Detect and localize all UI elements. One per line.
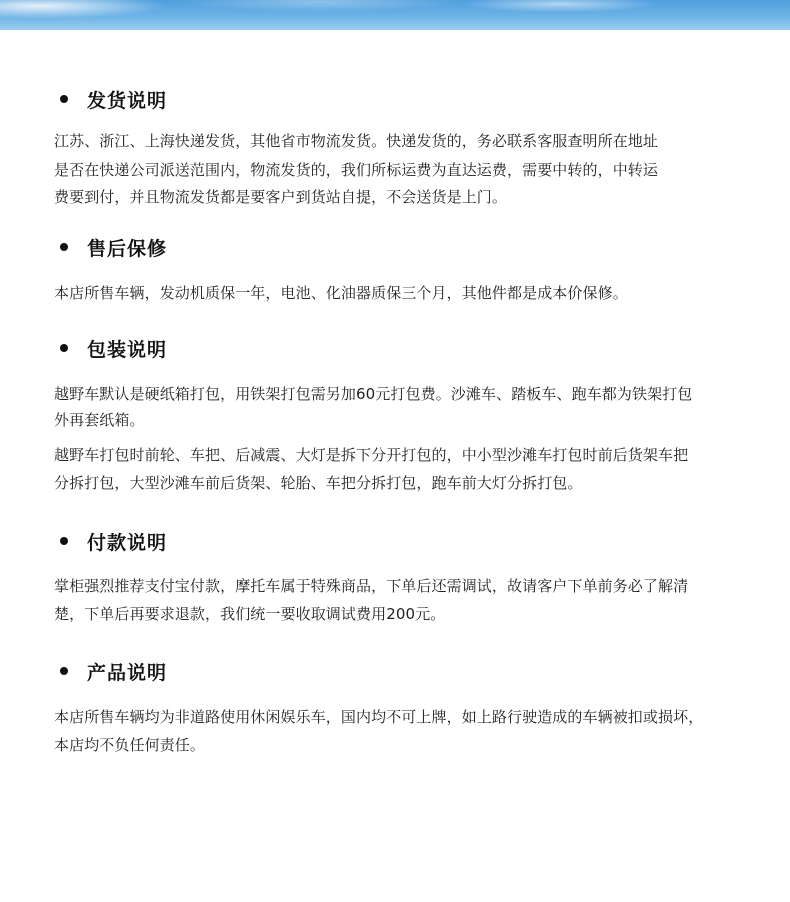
- section-title: 包装说明: [87, 338, 168, 361]
- section-title: 发货说明: [87, 89, 168, 112]
- bullet-icon: [60, 95, 68, 103]
- paragraph-line: 外再套纸箱。: [54, 411, 145, 429]
- bullet-icon: [60, 344, 68, 352]
- section-heading: [60, 657, 167, 685]
- section-heading: [60, 527, 167, 555]
- section-title: 产品说明: [87, 661, 168, 684]
- section-heading: [60, 334, 167, 362]
- paragraph-line: 是否在快递公司派送范围内，物流发货的，我们所标运费为直达运费，需要中转的，中转运: [54, 161, 659, 179]
- paragraph-line: 江苏、浙江、上海快递发货，其他省市物流发货。快递发货的，务必联系客服查明所在地址: [54, 132, 659, 150]
- paragraph-line: 掌柜强烈推荐支付宝付款，摩托车属于特殊商品，下单后还需调试，故请客户下单前务必了解清: [54, 577, 689, 595]
- section-title: 付款说明: [87, 531, 168, 554]
- paragraph-line: 本店均不负任何责任。: [54, 736, 206, 754]
- paragraph-line: 楚，下单后再要求退款，我们统一要收取调试费用200元。: [54, 605, 446, 623]
- section-heading: [60, 233, 167, 261]
- bullet-icon: [60, 667, 68, 675]
- section-heading: [60, 85, 167, 113]
- paragraph-line: 越野车打包时前轮、车把、后减震、大灯是拆下分开打包的，中小型沙滩车打包时前后货架车把: [54, 446, 689, 464]
- bullet-icon: [60, 243, 68, 251]
- bullet-icon: [60, 537, 68, 545]
- paragraph-line: 分拆打包，大型沙滩车前后货架、轮胎、车把分拆打包，跑车前大灯分拆打包。: [54, 474, 583, 492]
- paragraph-line: 本店所售车辆均为非道路使用休闲娱乐车，国内均不可上牌，如上路行驶造成的车辆被扣或损坏，: [54, 708, 704, 726]
- section-title: 售后保修: [87, 237, 168, 260]
- paragraph-line: 费要到付，并且物流发货都是要客户到货站自提，不会送货是上门。: [54, 188, 508, 206]
- paragraph-line: 本店所售车辆，发动机质保一年，电池、化油器质保三个月，其他件都是成本价保修。: [54, 284, 628, 302]
- paragraph-line: 越野车默认是硬纸箱打包，用铁架打包需另加60元打包费。沙滩车、踏板车、跑车都为铁架打包: [54, 385, 693, 403]
- sky-banner-image: [0, 0, 790, 30]
